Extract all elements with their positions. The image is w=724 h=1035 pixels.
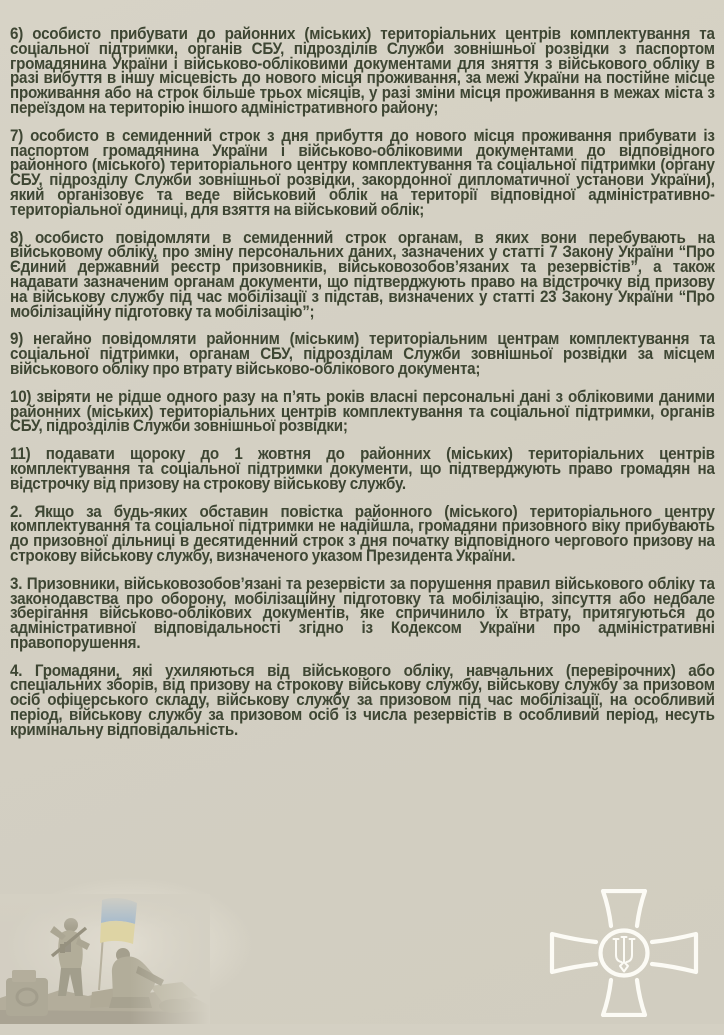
cross-bottom-arm — [603, 980, 645, 1015]
paragraph-8: 8) особисто повідомляти в семиденний строк органам, в яких вони перебувають на військовому обліку, про зміну персональних даних, зазначених у статті 7 Закону України “Про Єдиний державний реєстр призовників, військовозобов’язаних та резервістів”, а також надавати зазначеним органам документи, що підтверджують право на відстрочку від призову на військову службу під час мобілізації з підстав, визначених у статті 23 Закону України “Про мобілізаційну підготовку та мобілізацію”; — [10, 228, 715, 321]
paragraph-4: 4. Громадяни, які ухиляються від військового обліку, навчальних (перевірочних) або спеціальних зборів, від призову на строкову військову службу, військову службу за призовом осіб офіцерського складу, військову службу за призовом під час мобілізації, на особливий період, військову службу за призовом осіб із числа резервістів в особливий період, несуть кримінальну відповідальність. — [10, 661, 715, 739]
photo-top-fade — [0, 894, 210, 928]
paragraph-7: 7) особисто в семиденний строк з дня прибуття до нового місця проживання прибувати із паспортом громадянина України і військово-обліковими документами до відповідного районного (міського) територіального центру комплектування та соціальної підтримки (органу СБУ, підрозділу Служби зовнішньої розвідки, закордонної дипломатичної установи України), який організовує та веде військовий облік на території відповідної адміністративно-територіальної одиниці, для взяття на військовий облік; — [10, 126, 715, 219]
paragraph-2: 2. Якщо за будь-яких обставин повістка районного (міського) територіального центру комплектування та соціальної підтримки не надійшла, громадяни призовного віку прибувають до призовної дільниці в десятиденний строк з дня початку відповідного чергового призову на строкову військову службу, визначеного указом Президента України. — [10, 502, 715, 565]
soldiers-with-ukrainian-flag-photo — [0, 894, 210, 1024]
paragraph-3: 3. Призовники, військовозобов’язані та резервісти за порушення правил військового обліку та законодавства про оборону, мобілізаційну підготовку та мобілізацію, зіпсуття або недбале зберігання військово-облікових документів, яке спричинило їх втрату, притягуються до адміністративної відповідальності згідно із Кодексом України про адміністративні правопорушення. — [10, 574, 715, 652]
cross-top-arm — [603, 891, 645, 926]
cross-right-arm — [652, 934, 696, 972]
cross-left-arm — [552, 934, 596, 972]
paragraph-11: 11) подавати щороку до 1 жовтня до районних (міських) територіальних центрів комплектування та соціальної підтримки документи, що підтверджують право громадян на відстрочку від призову на строкову військову службу. — [10, 445, 715, 493]
armed-forces-of-ukraine-emblem-icon — [548, 889, 700, 1017]
paragraph-6: 6) особисто прибувати до районних (міських) територіальних центрів комплектування та соціальної підтримки, органів СБУ, підрозділів Служби зовнішньої розвідки з паспортом громадянина України і військово-обліковими документами для зняття з військового обліку в разі вибуття в іншу місцевість до нового місця проживання, за межі України на постійне місце проживання або на строк більше трьох місяців, у разі зміни місця проживання в межах міста з переїздом на територію іншого адміністративного району; — [10, 25, 715, 117]
paragraph-10: 10) звіряти не рідше одного разу на п’ять років власні персональні дані з обліковими даними районних (міських) територіальних центрів комплектування та соціальної підтримки, органів СБУ, підрозділів Служби зовнішньої розвідки; — [10, 387, 715, 436]
paragraph-9: 9) негайно повідомляти районним (міським) територіальним центрам комплектування та соціальної підтримки, органам СБУ, підрозділам Служби зовнішньої розвідки за місцем військового обліку про втрату військово-облікового документа; — [10, 330, 715, 378]
trident-icon — [614, 937, 635, 972]
document-body-text — [10, 27, 715, 751]
